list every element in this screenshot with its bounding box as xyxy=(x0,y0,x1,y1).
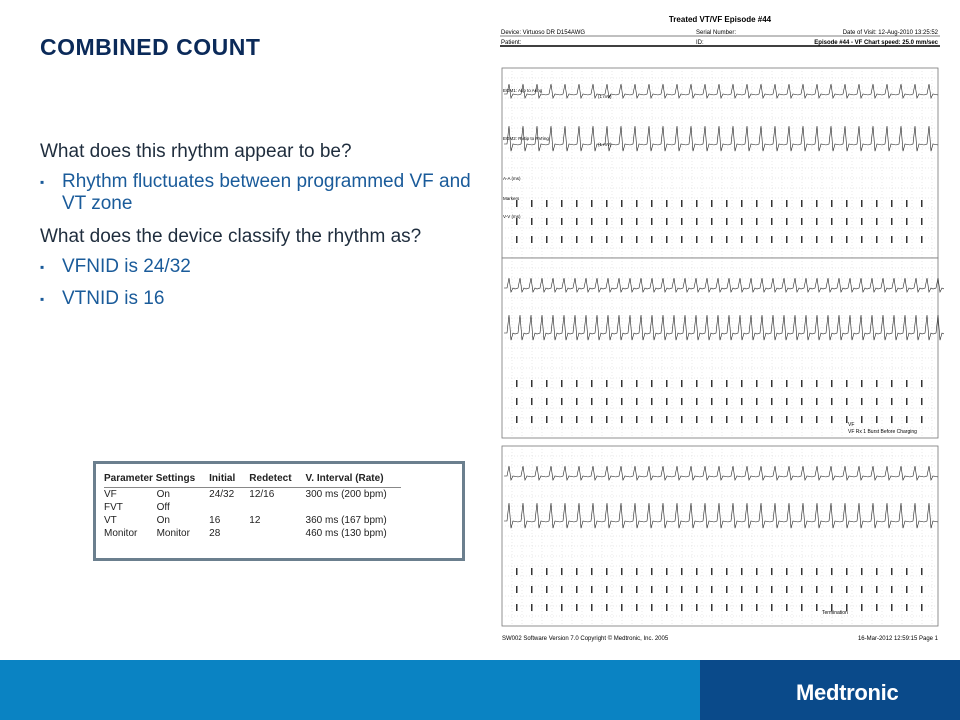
param-header-cell: Redetect xyxy=(249,472,305,488)
param-header-cell: V. Interval (Rate) xyxy=(306,472,401,488)
ecg-patient: Patient: xyxy=(501,40,522,46)
param-cell: VF xyxy=(104,489,117,500)
bullet-item xyxy=(40,171,480,215)
ecg-date: Date of Visit: 12-Aug-2010 13:25:52 xyxy=(842,30,938,36)
bullet-text: Rhythm fluctuates between programmed VF and VT zone xyxy=(62,171,471,214)
bullet-item xyxy=(40,288,480,310)
param-cell: On xyxy=(156,489,170,500)
param-cell xyxy=(249,527,305,540)
page-title: COMBINED COUNT xyxy=(40,34,261,60)
param-header-cell: Parameter Settings xyxy=(104,472,209,488)
param-cell: 360 ms (167 bpm) xyxy=(305,515,387,526)
bullet-text: VFNID is 24/32 xyxy=(62,256,191,277)
param-row xyxy=(104,527,401,540)
param-cell xyxy=(249,501,305,514)
param-cell: VT xyxy=(104,515,117,526)
ecg-episode-printout xyxy=(496,10,944,642)
ecg-id: ID: xyxy=(696,40,704,46)
ecg-strip-2 xyxy=(502,258,938,438)
question-text: What does this rhythm appear to be? xyxy=(40,141,352,162)
bullet-marker-icon: ▪ xyxy=(40,292,45,306)
bullet-text: VTNID is 16 xyxy=(62,288,165,309)
param-cell: 12/16 xyxy=(249,489,275,500)
ecg-vf-rx: VF Rx 1 Burst Before Charging xyxy=(848,429,917,435)
ecg-strip-1 xyxy=(502,68,938,258)
parameter-settings-table xyxy=(104,472,401,540)
question-text: What does the device classify the rhythm as? xyxy=(40,226,422,247)
bullet-marker-icon: ▪ xyxy=(40,260,45,274)
param-row xyxy=(104,514,401,527)
param-row xyxy=(104,501,401,514)
ecg-vf-annotation: VF xyxy=(848,422,855,428)
ecg-serial: Serial Number: xyxy=(696,30,737,36)
param-cell: 28 xyxy=(209,528,221,539)
param-row xyxy=(104,488,401,502)
slide-content xyxy=(40,140,480,320)
param-cell: 460 ms (130 bpm) xyxy=(305,528,387,539)
ecg-cal-2: (1 mV) xyxy=(598,142,612,147)
param-cell: 24/32 xyxy=(209,489,235,500)
ecg-title: Treated VT/VF Episode #44 xyxy=(668,15,772,24)
parameter-settings-panel xyxy=(93,461,465,561)
param-cell: Off xyxy=(156,502,170,513)
ecg-label-egm2: EGM2: RVtip to RVring xyxy=(503,136,549,141)
param-cell xyxy=(306,501,401,514)
param-cell: 16 xyxy=(209,515,221,526)
ecg-footer-right: 16-Mar-2012 12:59:15 Page 1 xyxy=(857,636,938,642)
param-header-cell: Initial xyxy=(209,472,249,488)
ecg-label-egm1: EGM1: Atip to Aring xyxy=(503,88,543,93)
bullet-marker-icon: ▪ xyxy=(40,175,45,189)
ecg-footer-left: SW002 Software Version 7.0 Copyright © Medtronic, Inc. 2005 xyxy=(502,636,669,642)
bullet-item xyxy=(40,256,480,278)
parameter-header-row xyxy=(104,472,401,488)
ecg-termination: Termination xyxy=(822,610,848,616)
ecg-label-vv: V-V (ms) xyxy=(503,214,521,219)
param-cell: 300 ms (200 bpm) xyxy=(305,489,387,500)
param-cell: Monitor xyxy=(156,528,190,539)
param-cell: On xyxy=(156,515,170,526)
medtronic-logo: Medtronic xyxy=(796,680,899,705)
ecg-episode: Episode #44 - VF Chart speed: 25.0 mm/sec xyxy=(814,40,938,46)
ecg-label-markers: Markers xyxy=(503,196,520,201)
ecg-device: Device: Virtuoso DR D154AWG xyxy=(501,30,586,36)
param-cell: Monitor xyxy=(104,528,138,539)
param-cell: FVT xyxy=(104,502,123,513)
ecg-cal-1: (1 mV) xyxy=(598,94,612,99)
param-cell xyxy=(209,501,249,514)
param-cell: 12 xyxy=(249,515,261,526)
ecg-label-aa: A-A (ms) xyxy=(503,176,521,181)
